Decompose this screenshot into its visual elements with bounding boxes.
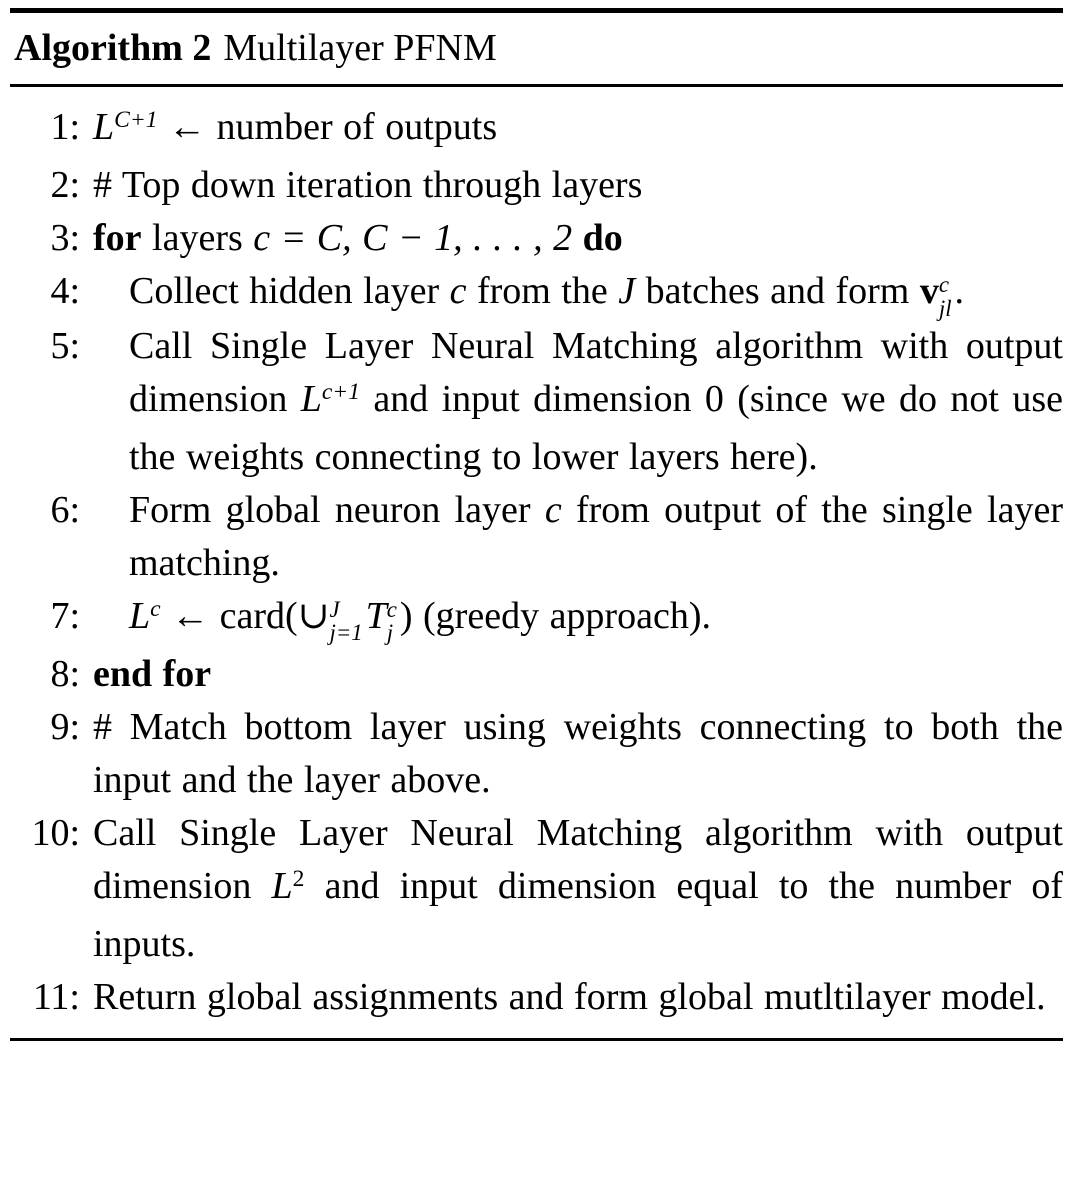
supsub-stack [329,598,362,645]
algorithm-header [10,13,1063,84]
subscript: jl [938,295,952,321]
algo-line-1 [10,101,1063,159]
superscript: c [386,597,397,623]
line-number: 5: [50,324,80,367]
text-segment: . [954,270,965,312]
line-text [80,807,1063,971]
line-text [80,101,1063,159]
math-var: L [129,594,151,637]
line-text [80,701,1063,807]
line-number: 7: [50,594,80,637]
text-segment: ← number of outputs [157,106,498,148]
math-bold-v: v [919,270,939,312]
line-text [80,590,1063,648]
math-var: L [271,864,293,907]
line-text [80,971,1063,1024]
superscript: c+1 [321,379,360,406]
algo-line-7 [10,590,1063,648]
text-segment: ) (greedy approach). [399,594,711,637]
line-text [80,648,1063,701]
text-segment: Return global assignments and form global mutltilayer model. [93,975,1046,1018]
text-segment: from output of the single layer matching. [129,488,1063,584]
superscript: 2 [292,866,305,893]
algo-line-11 [10,971,1063,1024]
algo-line-8 [10,648,1063,701]
line-number: 10: [31,811,80,854]
algorithm-title: Multilayer PFNM [223,27,497,69]
union-operator: ∪ [297,594,330,637]
math-var: L [93,106,115,148]
supsub-stack [939,273,952,320]
algo-line-6 [10,484,1063,590]
line-text [80,320,1063,484]
line-number: 1: [50,106,80,148]
keyword-end-for: end for [93,652,212,695]
text-segment: and input dimension equal to the number of inputs. [93,864,1064,965]
line-text [80,484,1063,590]
line-number: 9: [50,705,80,748]
math-var: J [618,270,636,312]
text-segment: Call Single Layer Neural Matching algorithm with output dimension [93,811,1063,907]
text-segment: ← card( [160,594,298,637]
keyword-for: for [93,217,142,259]
line-number: 4: [50,270,80,312]
text-segment: and input dimension 0 (since we do not use the weights connecting to lower layers here). [129,377,1064,478]
text-segment: Call Single Layer Neural Matching algorithm with output dimension [129,324,1063,420]
algo-line-9 [10,701,1063,807]
text-segment: Form global neuron layer [129,488,545,531]
comment-text: # Match bottom layer using weights connecting to both the input and the layer above. [93,705,1063,801]
algorithm-label: Algorithm 2 [14,27,212,69]
text-segment: Collect hidden layer [129,270,450,312]
line-text [80,159,1063,212]
algo-line-3 [10,212,1063,265]
algo-line-2 [10,159,1063,212]
superscript: C+1 [114,107,158,134]
algo-line-4 [10,265,1063,320]
algorithm-body [10,87,1063,1038]
line-number: 8: [50,652,80,695]
line-number: 11: [32,975,80,1018]
math-cal-T: T [365,594,387,637]
math-expression: c = C, C − 1, . . . , 2 [253,217,583,259]
superscript: c [938,272,949,298]
subscript: j=1 [329,620,363,646]
text-segment: batches and form [635,270,920,312]
line-number: 6: [50,488,80,531]
line-text [80,212,1063,265]
text-segment: from the [466,270,619,312]
algo-line-5 [10,320,1063,484]
supsub-stack [387,598,397,645]
algo-line-10 [10,807,1063,971]
bottom-rule [10,1038,1063,1041]
comment-text: # Top down iteration through layers [93,164,643,206]
math-var: c [544,488,562,531]
math-var: L [300,377,322,420]
superscript: c [150,596,161,623]
line-number: 3: [50,217,80,259]
superscript: J [329,597,340,623]
math-var: c [449,270,467,312]
keyword-do: do [582,217,623,259]
subscript: j [386,620,394,646]
text-segment: layers [141,217,254,259]
line-number: 2: [50,164,80,206]
line-text [80,265,1063,320]
